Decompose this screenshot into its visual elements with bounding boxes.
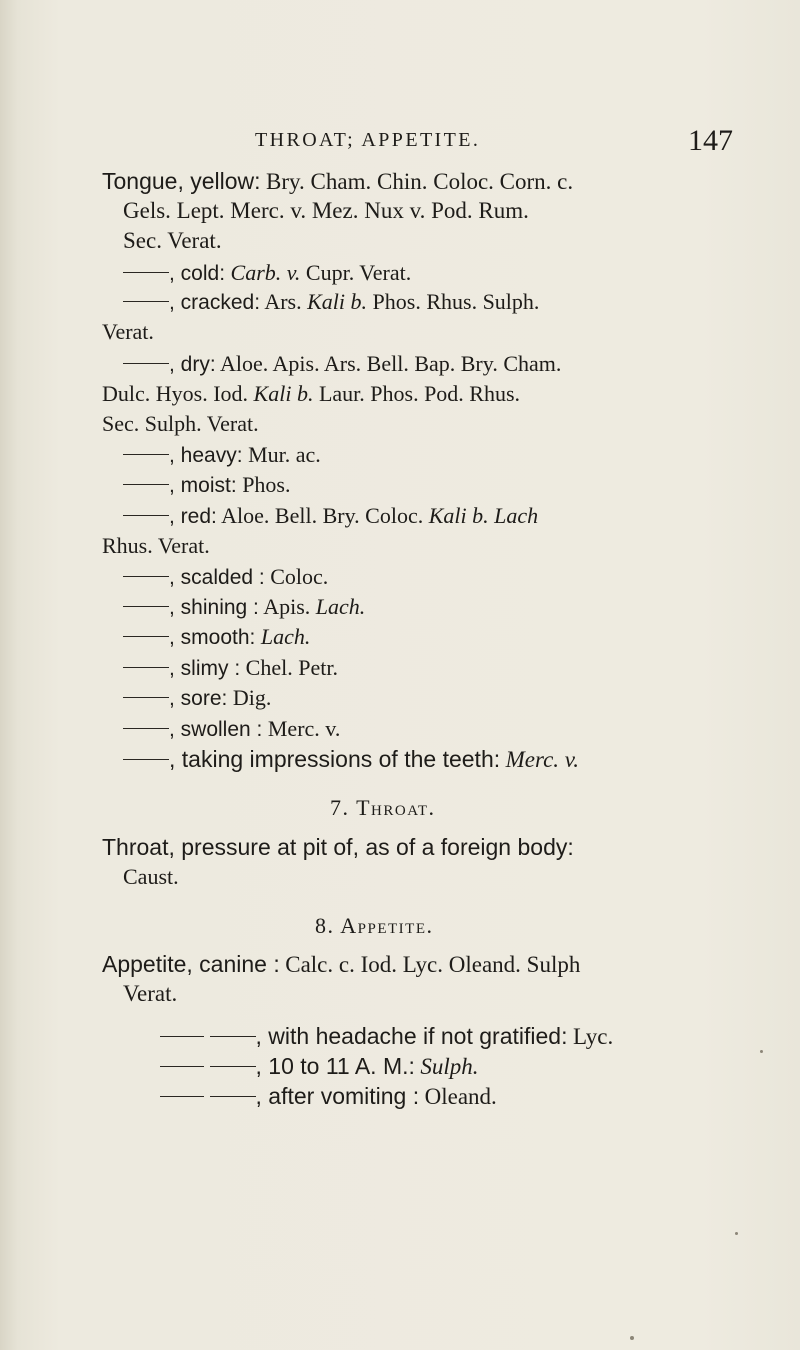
ditto-dash xyxy=(210,1036,256,1037)
entry-remedies: Gels. Lept. Merc. v. Mez. Nux v. Pod. Rum. xyxy=(123,198,529,223)
entry-remedies: Rhus. Verat. xyxy=(102,533,210,558)
entry-remedies: Lyc. xyxy=(572,1024,614,1049)
entry-remedy-italic: Carb. v. xyxy=(230,260,301,285)
entry-term: , cold xyxy=(169,262,220,285)
ditto-dash xyxy=(123,454,169,455)
entry-remedies: Ars. xyxy=(264,289,302,314)
page-header xyxy=(0,124,800,167)
running-head: THROAT; APPETITE. xyxy=(255,129,481,151)
entry-term: , slimy xyxy=(169,657,229,680)
entry-remedies: Phos. xyxy=(242,472,291,497)
entry-tongue-yellow: Tongue, yellow: Bry. Cham. Chin. Coloc. Corn. c. xyxy=(102,168,574,194)
ditto-dash xyxy=(210,1096,256,1097)
entry-appetite-canine: Appetite, canine : Calc. c. Iod. Lyc. Oleand. Sulph xyxy=(102,951,581,977)
entry-term: , 10 to 11 A. M. xyxy=(255,1053,409,1079)
entry-remedies: Sec. Verat. xyxy=(123,228,222,253)
paper-speck xyxy=(630,1336,634,1340)
entry-tongue-sore: , sore: Dig. xyxy=(123,684,271,713)
entry-continuation xyxy=(102,318,154,346)
entry-appetite-vomiting: , after vomiting : Oleand. xyxy=(160,1082,497,1111)
entry-term: , cracked xyxy=(169,291,255,314)
entry-remedies: Calc. c. Iod. Lyc. Oleand. Sulph xyxy=(285,952,581,977)
entry-tongue-red: , red: Aloe. Bell. Bry. Coloc. Kali b. Lach xyxy=(123,502,538,531)
entry-tongue-dry: , dry: Aloe. Apis. Ars. Bell. Bap. Bry. Cham. xyxy=(123,350,561,379)
entry-term: , heavy xyxy=(169,444,237,467)
entry-remedies: Dulc. Hyos. Iod. xyxy=(102,381,249,406)
entry-remedies: Merc. v. xyxy=(267,716,341,741)
entry-tongue-moist: , moist: Phos. xyxy=(123,471,290,500)
entry-remedy-italic: Kali b. xyxy=(253,381,314,406)
ditto-dash xyxy=(123,636,169,637)
entry-throat-pressure: Throat, pressure at pit of, as of a foreign body: xyxy=(102,834,574,860)
entry-tongue-swollen: , swollen : Merc. v. xyxy=(123,715,340,744)
entry-term: , swollen xyxy=(169,718,251,741)
entry-remedies: Laur. Phos. Pod. Rhus. xyxy=(318,381,521,406)
entry-term: , shining xyxy=(169,596,248,619)
entry-continuation xyxy=(123,863,179,891)
entry-remedies: Verat. xyxy=(123,981,178,1006)
entry-remedies: Aloe. Apis. Ars. Bell. Bap. Bry. Cham. xyxy=(219,351,562,376)
entry-remedies: Sec. Sulph. Verat. xyxy=(102,411,259,436)
entry-remedy-italic: Kali b. xyxy=(307,289,368,314)
section-heading-throat: 7. Throat. xyxy=(330,795,436,820)
entry-tongue-scalded: , scalded : Coloc. xyxy=(123,563,328,592)
entry-continuation xyxy=(123,197,529,225)
entry-tongue-cold: , cold: Carb. v. Cupr. Verat. xyxy=(123,259,411,288)
entry-term: , after vomiting xyxy=(255,1083,407,1109)
entry-continuation xyxy=(102,410,259,438)
entry-remedies: Apis. xyxy=(263,594,311,619)
entry-remedies: Verat. xyxy=(102,319,154,344)
entry-term: Appetite, canine xyxy=(102,951,267,977)
entry-appetite-time: , 10 to 11 A. M.: Sulph. xyxy=(160,1052,479,1081)
entry-remedies: Mur. ac. xyxy=(248,442,321,467)
entry-term: , with headache if not gratified xyxy=(255,1023,562,1049)
ditto-dash xyxy=(123,728,169,729)
entry-term: , dry xyxy=(169,353,210,376)
entry-appetite-headache: , with headache if not gratified: Lyc. xyxy=(160,1022,613,1051)
ditto-dash xyxy=(123,363,169,364)
ditto-dash xyxy=(210,1066,256,1067)
entry-term: , sore xyxy=(169,687,222,710)
entry-tongue-smooth: , smooth: Lach. xyxy=(123,623,310,652)
entry-remedy-italic: Lach. xyxy=(315,594,366,619)
entry-term: , taking impressions of the teeth xyxy=(169,746,494,772)
entry-term: , smooth xyxy=(169,626,250,649)
entry-remedies: Chel. Petr. xyxy=(245,655,338,680)
entry-continuation xyxy=(123,980,177,1008)
ditto-dash xyxy=(123,697,169,698)
entry-tongue-slimy: , slimy : Chel. Petr. xyxy=(123,654,338,683)
ditto-dash xyxy=(123,272,169,273)
entry-term: , red xyxy=(169,505,212,528)
entry-remedies: Oleand. xyxy=(424,1084,497,1109)
entry-remedies: Phos. Rhus. Sulph. xyxy=(372,289,540,314)
entry-term: Tongue, yellow xyxy=(102,168,255,194)
ditto-dash xyxy=(160,1036,204,1037)
ditto-dash xyxy=(123,759,169,760)
paper-speck xyxy=(735,1232,738,1235)
entry-continuation xyxy=(102,380,520,408)
entry-term: , scalded xyxy=(169,566,254,589)
entry-remedy-italic: Merc. v. xyxy=(505,747,580,772)
ditto-dash xyxy=(123,515,169,516)
entry-continuation xyxy=(102,532,210,560)
entry-remedies: Coloc. xyxy=(270,564,329,589)
entry-term: , moist xyxy=(169,474,231,497)
entry-remedy-italic: Lach. xyxy=(260,624,311,649)
entry-remedies: Aloe. Bell. Bry. Coloc. xyxy=(221,503,424,528)
entry-tongue-shining: , shining : Apis. Lach. xyxy=(123,593,365,622)
entry-remedy-italic: Sulph. xyxy=(420,1054,479,1079)
entry-continuation xyxy=(123,227,222,255)
entry-term: Throat, pressure at pit of, as of a foreign body xyxy=(102,834,568,860)
entry-tongue-impressions: , taking impressions of the teeth: Merc. v. xyxy=(123,745,579,774)
paper-speck xyxy=(760,1050,763,1053)
entry-tongue-heavy: , heavy: Mur. ac. xyxy=(123,441,321,470)
entry-remedies: Cupr. Verat. xyxy=(305,260,412,285)
ditto-dash xyxy=(123,484,169,485)
ditto-dash xyxy=(123,576,169,577)
entry-remedies: Caust. xyxy=(123,864,179,889)
page-number: 147 xyxy=(688,124,733,157)
entry-remedy-italic: Kali b. Lach xyxy=(428,503,539,528)
entry-remedies: Dig. xyxy=(232,685,272,710)
ditto-dash xyxy=(160,1066,204,1067)
section-heading-appetite: 8. Appetite. xyxy=(315,913,434,938)
ditto-dash xyxy=(123,606,169,607)
ditto-dash xyxy=(123,667,169,668)
ditto-dash xyxy=(123,301,169,302)
entry-tongue-cracked: , cracked: Ars. Kali b. Phos. Rhus. Sulph. xyxy=(123,288,539,317)
entry-remedies: Bry. Cham. Chin. Coloc. Corn. c. xyxy=(266,169,574,194)
ditto-dash xyxy=(160,1096,204,1097)
